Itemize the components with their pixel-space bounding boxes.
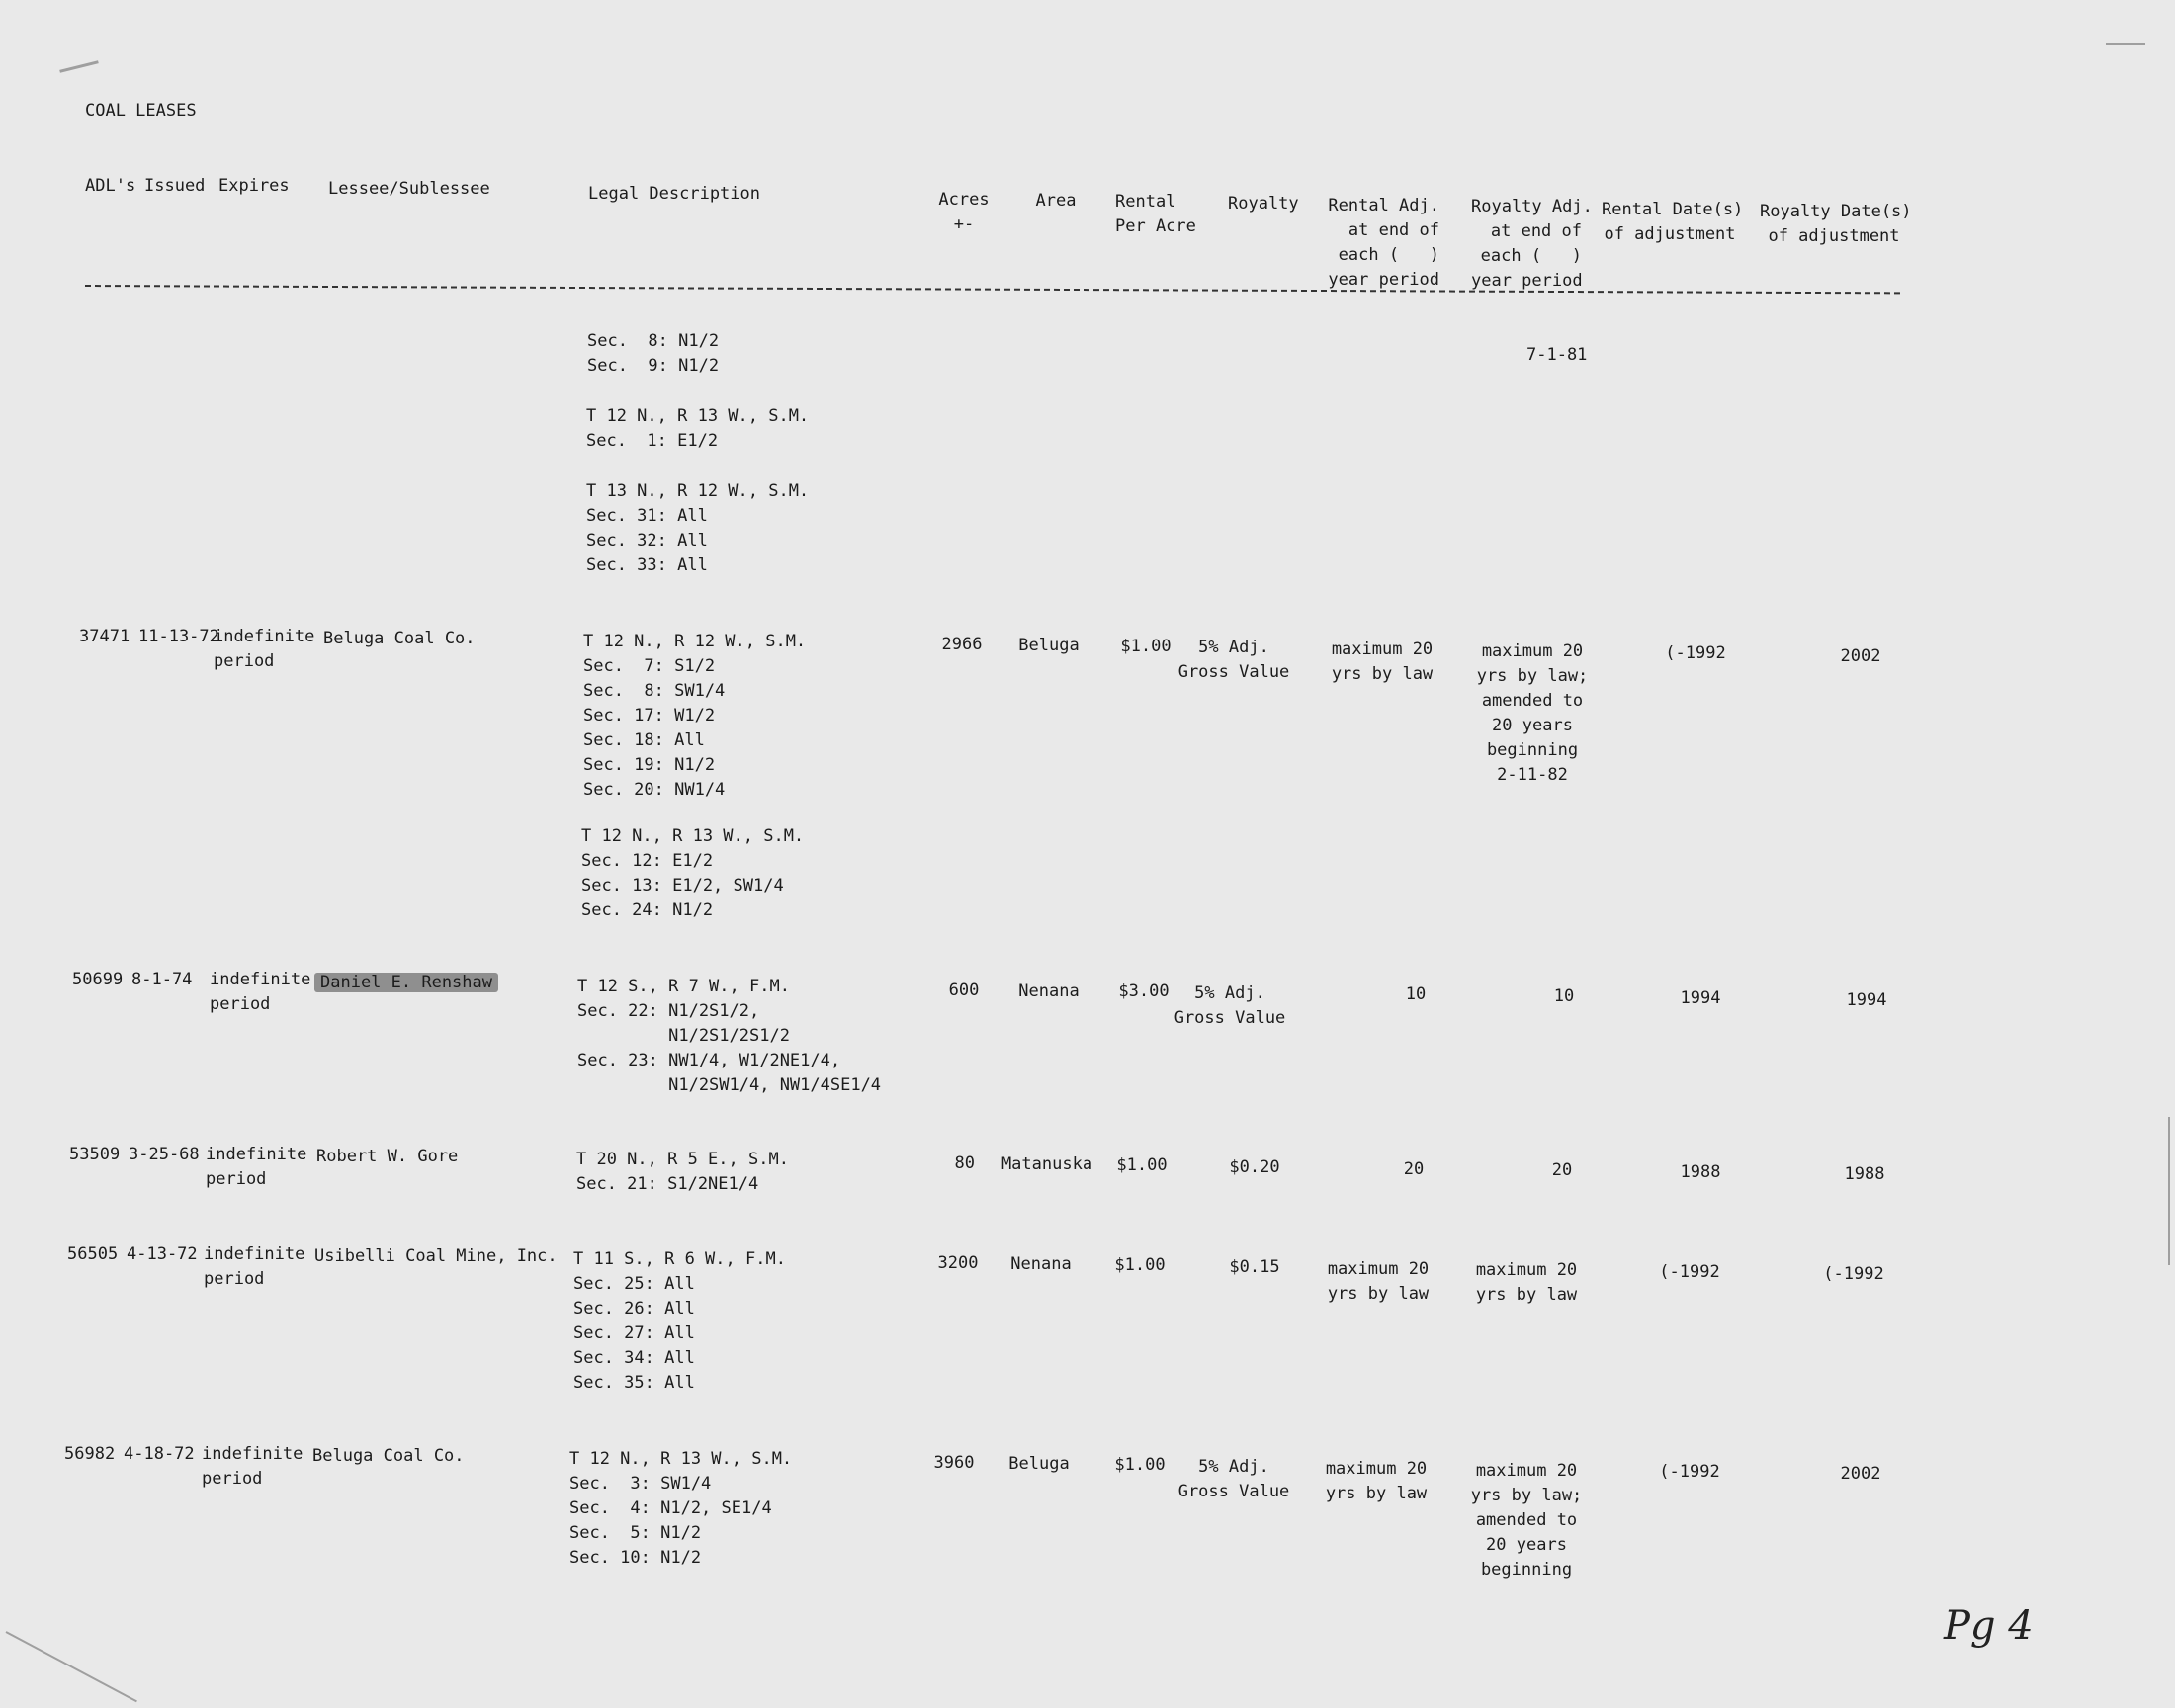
row-56982-expires: indefinite period xyxy=(202,1444,304,1489)
header-legal-description: Legal Description xyxy=(588,184,760,204)
row-37471-royalty-adj: maximum 20 yrs by law; amended to 20 years beginning 2-11-82 xyxy=(1476,641,1589,785)
row-56982-acres: 3960 xyxy=(933,1453,975,1473)
row-50699-royalty: 5% Adj. Gross Value xyxy=(1174,983,1286,1028)
row-53509-rental: $1.00 xyxy=(1116,1155,1168,1175)
row-37471-rental-adj: maximum 20 yrs by law xyxy=(1331,640,1434,684)
header-acres: Acres +- xyxy=(938,190,990,234)
handwritten-page-note: Pg 4 xyxy=(1944,1603,2034,1649)
row-50699-royalty-dates: 1994 xyxy=(1846,990,1887,1010)
header-rental-adj: Rental Adj. at end of each ( ) year period xyxy=(1328,196,1439,290)
row-50699-legal: T 12 S., R 7 W., F.M. Sec. 22: N1/2S1/2, N1/2S1/2S1/2 Sec. 23: NW1/4, W1/2NE1/4, N1/2SW1/4, NW1/4SE1/4 xyxy=(577,977,882,1095)
row-56505-legal: T 11 S., R 6 W., F.M. Sec. 25: All Sec. 26: All Sec. 27: All Sec. 34: All Sec. 35: All xyxy=(573,1249,786,1393)
row-37471-legal-1: T 12 N., R 12 W., S.M. Sec. 7: S1/2 Sec. 8: SW1/4 Sec. 17: W1/2 Sec. 18: All Sec. 19: N1/2 Sec. 20: NW1/4 xyxy=(583,632,807,800)
row-50699-area: Nenana xyxy=(1018,982,1080,1001)
row-56982-area: Beluga xyxy=(1008,1454,1070,1474)
row-56982-royalty: 5% Adj. Gross Value xyxy=(1177,1457,1290,1501)
row-56505-expires: indefinite period xyxy=(204,1244,305,1289)
row-56982-legal: T 12 N., R 13 W., S.M. Sec. 3: SW1/4 Sec. 4: N1/2, SE1/4 Sec. 5: N1/2 Sec. 10: N1/2 xyxy=(569,1449,793,1568)
scan-mark-top-right xyxy=(2106,43,2145,45)
row-50699-acres: 600 xyxy=(948,981,980,1000)
row-50699-adl: 50699 xyxy=(72,970,124,989)
header-adl: ADL's xyxy=(85,176,136,196)
row-56505-lessee: Usibelli Coal Mine, Inc. xyxy=(314,1246,558,1266)
row-53509-royalty-dates: 1988 xyxy=(1844,1164,1885,1184)
row-53509-royalty-adj: 20 xyxy=(1551,1160,1573,1180)
row-56505-royalty-adj: maximum 20 yrs by law xyxy=(1475,1260,1578,1305)
row-56505-rental-dates: (-1992 xyxy=(1659,1262,1720,1282)
continuation-legal-1: Sec. 8: N1/2 Sec. 9: N1/2 xyxy=(587,331,720,376)
row-56505-royalty: $0.15 xyxy=(1229,1257,1280,1277)
header-divider xyxy=(85,285,1900,294)
row-56505-issued: 4-13-72 xyxy=(127,1244,198,1264)
row-50699-rental-dates: 1994 xyxy=(1680,988,1721,1008)
row-56505-adl: 56505 xyxy=(67,1244,119,1264)
row-37471-expires: indefinite period xyxy=(214,627,315,671)
header-issued: Issued xyxy=(144,176,206,196)
row-53509-acres: 80 xyxy=(954,1153,975,1173)
row-53509-rental-dates: 1988 xyxy=(1680,1162,1721,1182)
row-50699-lessee xyxy=(320,971,498,995)
row-37471-adl: 37471 xyxy=(79,627,130,646)
row-56982-royalty-dates: 2002 xyxy=(1840,1464,1881,1484)
row-37471-acres: 2966 xyxy=(941,635,983,654)
row-56982-adl: 56982 xyxy=(64,1444,116,1464)
row-53509-issued: 3-25-68 xyxy=(129,1145,200,1164)
row-37471-legal-2: T 12 N., R 13 W., S.M. Sec. 12: E1/2 Sec. 13: E1/2, SW1/4 Sec. 24: N1/2 xyxy=(581,826,805,920)
page-title: COAL LEASES xyxy=(85,101,197,121)
row-53509-royalty: $0.20 xyxy=(1229,1157,1280,1177)
row-56982-rental: $1.00 xyxy=(1114,1455,1166,1475)
row-53509-lessee: Robert W. Gore xyxy=(316,1147,459,1166)
row-37471-issued: 11-13-72 xyxy=(138,627,219,646)
header-expires: Expires xyxy=(218,176,290,196)
continuation-royalty-adj: 7-1-81 xyxy=(1526,345,1588,365)
continuation-legal-3: T 13 N., R 12 W., S.M. Sec. 31: All Sec. 32: All Sec. 33: All xyxy=(586,481,810,575)
row-50699-royalty-adj: 10 xyxy=(1553,986,1575,1006)
row-37471-royalty-dates: 2002 xyxy=(1840,646,1881,666)
row-56982-rental-dates: (-1992 xyxy=(1659,1462,1720,1482)
row-56982-lessee: Beluga Coal Co. xyxy=(312,1446,465,1466)
row-37471-rental: $1.00 xyxy=(1120,637,1172,656)
row-37471-lessee: Beluga Coal Co. xyxy=(323,629,476,648)
row-53509-rental-adj: 20 xyxy=(1403,1159,1425,1179)
row-56505-rental-adj: maximum 20 yrs by law xyxy=(1327,1259,1430,1304)
row-53509-adl: 53509 xyxy=(69,1145,121,1164)
row-56982-issued: 4-18-72 xyxy=(124,1444,195,1464)
row-37471-royalty: 5% Adj. Gross Value xyxy=(1177,638,1290,682)
continuation-legal-2: T 12 N., R 13 W., S.M. Sec. 1: E1/2 xyxy=(586,406,810,451)
row-50699-expires: indefinite period xyxy=(210,970,311,1014)
row-37471-area: Beluga xyxy=(1018,636,1080,655)
row-56505-royalty-dates: (-1992 xyxy=(1823,1264,1884,1284)
row-56505-area: Nenana xyxy=(1010,1254,1072,1274)
row-56982-royalty-adj: maximum 20 yrs by law; amended to 20 years beginning xyxy=(1470,1461,1583,1580)
row-56505-rental: $1.00 xyxy=(1114,1255,1166,1275)
lessee-highlight: Daniel E. Renshaw xyxy=(314,973,498,992)
header-royalty-adj: Royalty Adj. at end of each ( ) year period xyxy=(1471,197,1593,291)
scan-mark-right-edge xyxy=(2168,1117,2170,1265)
row-50699-rental-adj: 10 xyxy=(1405,984,1427,1004)
row-50699-issued: 8-1-74 xyxy=(131,970,193,989)
row-56982-rental-adj: maximum 20 yrs by law xyxy=(1325,1459,1428,1503)
header-rental: Rental Per Acre xyxy=(1115,192,1196,236)
row-53509-expires: indefinite period xyxy=(206,1145,307,1189)
row-37471-rental-dates: (-1992 xyxy=(1665,643,1726,663)
row-53509-legal: T 20 N., R 5 E., S.M. Sec. 21: S1/2NE1/4 xyxy=(576,1150,789,1194)
header-rental-dates: Rental Date(s) of adjustment xyxy=(1602,200,1744,244)
scan-mark-bottom-left xyxy=(6,1631,137,1702)
header-lessee: Lessee/Sublessee xyxy=(328,179,490,199)
header-royalty-dates: Royalty Date(s) of adjustment xyxy=(1760,202,1912,246)
row-53509-area: Matanuska xyxy=(1000,1154,1093,1174)
scan-mark-top-left xyxy=(59,60,99,73)
header-royalty: Royalty xyxy=(1228,194,1299,214)
row-56505-acres: 3200 xyxy=(937,1253,979,1273)
header-area: Area xyxy=(1035,191,1077,211)
row-50699-rental: $3.00 xyxy=(1118,982,1170,1001)
